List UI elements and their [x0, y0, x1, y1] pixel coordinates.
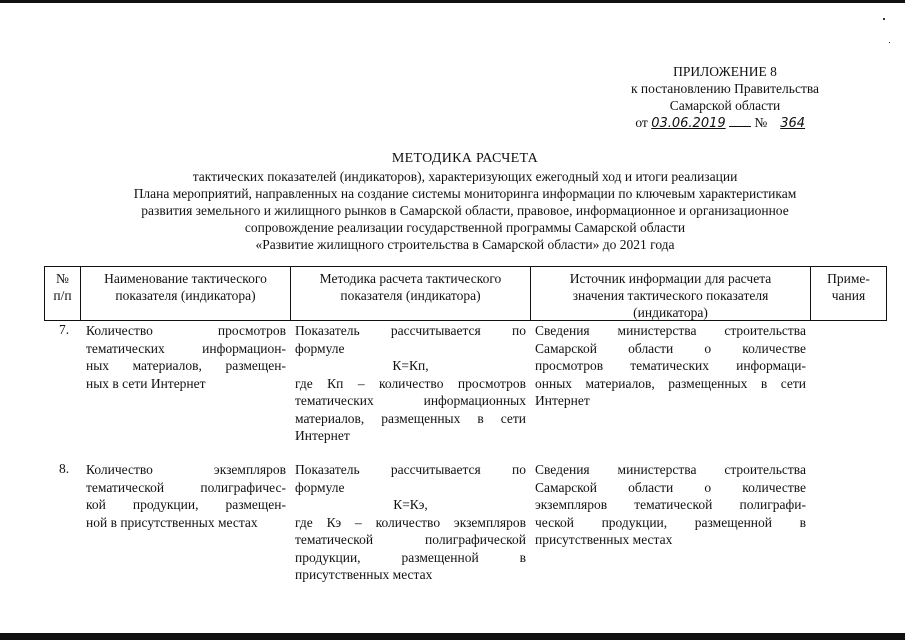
doc-title-line: тактических показателей (индикаторов), характеризующих ежегодный ход и итоги реализации [192, 169, 738, 184]
number-prefix: № [754, 115, 768, 130]
doc-title-line: сопровождение реализации государственной программы Самарской области [244, 220, 686, 235]
appendix-line: Самарской области [669, 98, 781, 113]
name-line: тематической полиграфичес- [86, 479, 286, 495]
header-note [811, 270, 886, 304]
row-name [86, 461, 286, 531]
method-line: Интернет [295, 428, 350, 443]
row-method [295, 461, 526, 584]
header-text: Наименование тактического [104, 271, 267, 286]
row-number: 8. [58, 461, 70, 476]
method-line: где Кп – количество просмотров [295, 375, 526, 391]
name-line: ной в присутственных местах [86, 514, 258, 530]
doc-title-line: «Развитие жилищного строительства в Самарской области» до 2021 года [255, 237, 675, 252]
source-line: Самарской области о количестве [535, 479, 806, 495]
header-text: (индикатора) [633, 305, 708, 320]
method-line: продукции, размещенной в [295, 549, 526, 565]
scan-speck [883, 18, 885, 20]
name-line: Количество просмотров [86, 323, 286, 338]
header-text: значения тактического показателя [572, 288, 769, 303]
method-line: формуле [295, 340, 345, 356]
header-num [45, 270, 80, 304]
formula: К=Кэ, [393, 497, 428, 512]
header-text: показателя (индикатора) [115, 288, 256, 303]
row-name [86, 322, 286, 392]
header-text: Методика расчета тактического [319, 271, 502, 286]
header-source [531, 270, 810, 321]
method-line: тематических информационных [295, 393, 526, 408]
method-line: Показатель рассчитывается по [295, 323, 526, 338]
header-text: Приме- [827, 271, 870, 286]
name-line: Количество экземпляров [86, 462, 286, 477]
scan-bottom-border [0, 633, 905, 640]
method-line: материалов, размещенных в сети [295, 410, 526, 426]
source-line: онных материалов, размещенных в сети [535, 375, 806, 391]
scan-speck [889, 42, 890, 43]
source-line: Сведения министерства строительства [535, 323, 806, 338]
date-prefix: от [635, 115, 648, 130]
source-line: ческой продукции, размещенной в [535, 514, 806, 530]
source-line: Самарской области о количестве [535, 340, 806, 356]
source-line: Сведения министерства строительства [535, 462, 806, 477]
row-source [535, 322, 806, 410]
appendix-line: к постановлению Правительства [630, 81, 820, 96]
header-text: Источник информации для расчета [569, 271, 772, 286]
method-line: где Кэ – количество экземпляров [295, 514, 526, 530]
formula: К=Кп, [392, 358, 429, 373]
name-line: кой продукции, размещен- [86, 497, 286, 512]
row-source [535, 461, 806, 549]
name-line: тематических информацион- [86, 340, 286, 356]
method-line: тематической полиграфической [295, 532, 526, 547]
source-line: просмотров тематических информаци- [535, 358, 806, 373]
name-line: ных в сети Интернет [86, 375, 206, 391]
source-line: присутственных местах [535, 532, 673, 547]
date-underline [729, 126, 751, 127]
appendix-title: ПРИЛОЖЕНИЕ 8 [673, 64, 777, 79]
name-line: ных материалов, размещен- [86, 358, 286, 373]
scan-top-border [0, 0, 905, 3]
row-method [295, 322, 526, 445]
source-line: экземпляров тематической полиграфи- [535, 497, 806, 512]
source-line: Интернет [535, 393, 590, 408]
appendix-block [560, 63, 890, 132]
appendix-date-line [560, 114, 890, 132]
header-method [291, 270, 530, 304]
method-line: формуле [295, 479, 345, 495]
doc-title-line: развития земельного и жилищного рынков в Самарской области, правовое, информационное и организационное [141, 203, 789, 218]
table-top-line [44, 266, 887, 267]
row-number: 7. [58, 322, 70, 337]
doc-title-line: Плана мероприятий, направленных на создание системы мониторинга информации по ключевым характеристикам [133, 186, 797, 201]
handwritten-date: 03.06.2019 [651, 116, 726, 131]
method-line: Показатель рассчитывается по [295, 462, 526, 477]
header-text: п/п [53, 288, 72, 303]
header-text: показателя (индикатора) [340, 288, 481, 303]
doc-heading: МЕТОДИКА РАСЧЕТА [391, 151, 539, 166]
header-text: № [56, 271, 69, 286]
header-name [81, 270, 290, 304]
method-line: присутственных местах [295, 567, 433, 582]
header-text: чания [831, 288, 866, 303]
handwritten-number: 364 [780, 116, 806, 131]
table-col-line [886, 266, 887, 320]
